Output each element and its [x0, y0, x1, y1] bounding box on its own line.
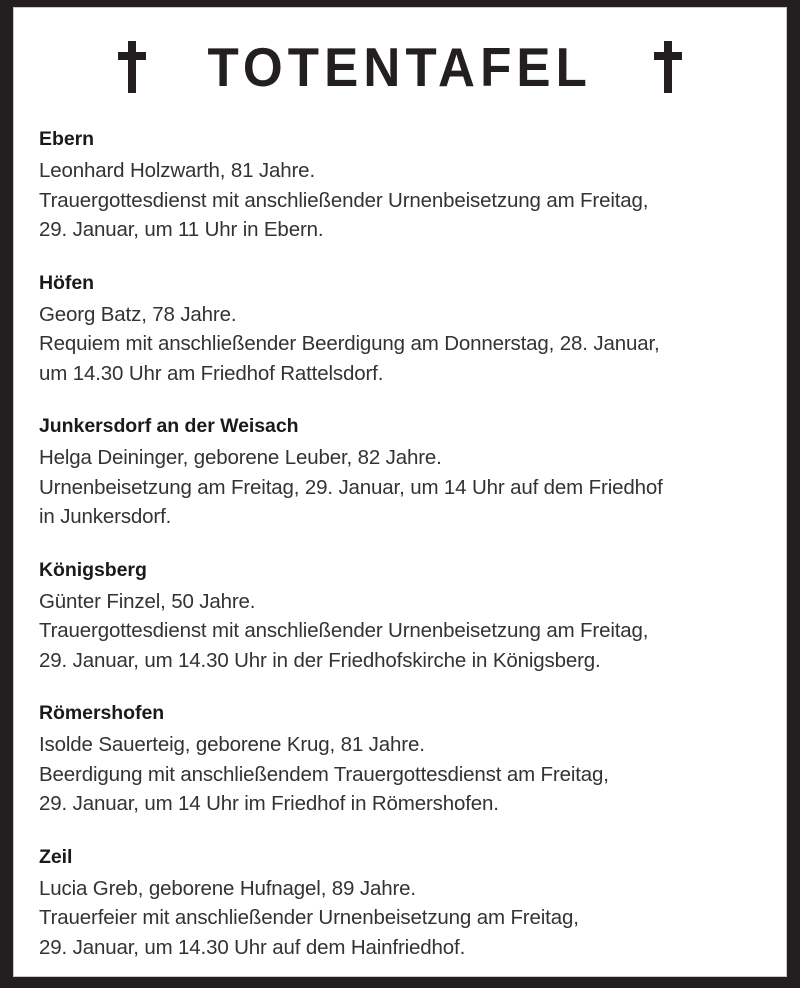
page-title: TOTENTAFEL — [207, 35, 593, 98]
notice-place: Zeil — [39, 845, 73, 868]
notice-entry — [39, 415, 768, 532]
notice-line: 29. Januar, um 11 Uhr in Ebern. — [39, 218, 324, 241]
notice-line: Leonhard Holzwarth, 81 Jahre. — [39, 159, 315, 182]
notice-place: Römershofen — [39, 702, 165, 724]
notice-sheet — [13, 7, 787, 977]
notice-entry — [39, 272, 768, 389]
notice-line: um 14.30 Uhr am Friedhof Rattelsdorf. — [39, 361, 384, 385]
notice-line: in Junkersdorf. — [39, 505, 172, 528]
notice-text — [39, 730, 768, 819]
notice-line: Trauergottesdienst mit anschließender Urnenbeisetzung am Freitag, — [39, 188, 649, 212]
notice-entry — [39, 559, 768, 676]
notice-line: Urnenbeisetzung am Freitag, 29. Januar, um 14 Uhr auf dem Friedhof — [39, 475, 663, 499]
notice-line: 29. Januar, um 14 Uhr im Friedhof in Römershofen. — [39, 792, 499, 815]
notice-line: Lucia Greb, geborene Hufnagel, 89 Jahre. — [39, 876, 416, 900]
notice-list — [14, 120, 786, 962]
notice-place: Junkersdorf an der Weisach — [39, 415, 299, 437]
notice-entry — [39, 128, 768, 245]
notice-line: Requiem mit anschließender Beerdigung am Donnerstag, 28. Januar, — [39, 332, 660, 355]
notice-text — [39, 443, 768, 532]
notice-line: Trauerfeier mit anschließender Urnenbeisetzung am Freitag, — [39, 906, 579, 929]
notice-line: Beerdigung mit anschließendem Trauergottesdienst am Freitag, — [39, 762, 609, 786]
notice-text — [39, 300, 768, 389]
notice-text — [39, 874, 768, 963]
notice-text — [39, 587, 768, 676]
notice-place: Ebern — [39, 128, 95, 150]
notice-line: Georg Batz, 78 Jahre. — [39, 302, 237, 326]
notice-entry — [39, 702, 768, 819]
notice-place: Höfen — [39, 271, 94, 294]
notice-line: Isolde Sauerteig, geborene Krug, 81 Jahre. — [39, 733, 425, 756]
notice-entry — [39, 846, 768, 963]
notice-line: Trauergottesdienst mit anschließender Urnenbeisetzung am Freitag, — [39, 619, 649, 642]
masthead — [14, 8, 786, 120]
notice-place: Königsberg — [39, 558, 147, 581]
notice-line: Helga Deininger, geborene Leuber, 82 Jahre. — [39, 446, 442, 469]
notice-line: 29. Januar, um 14.30 Uhr auf dem Hainfriedhof. — [39, 935, 466, 959]
cross-icon — [653, 41, 683, 93]
notice-text — [39, 156, 768, 245]
cross-icon — [117, 41, 147, 93]
notice-line: 29. Januar, um 14.30 Uhr in der Friedhofskirche in Königsberg. — [39, 648, 601, 672]
notice-line: Günter Finzel, 50 Jahre. — [39, 589, 256, 613]
